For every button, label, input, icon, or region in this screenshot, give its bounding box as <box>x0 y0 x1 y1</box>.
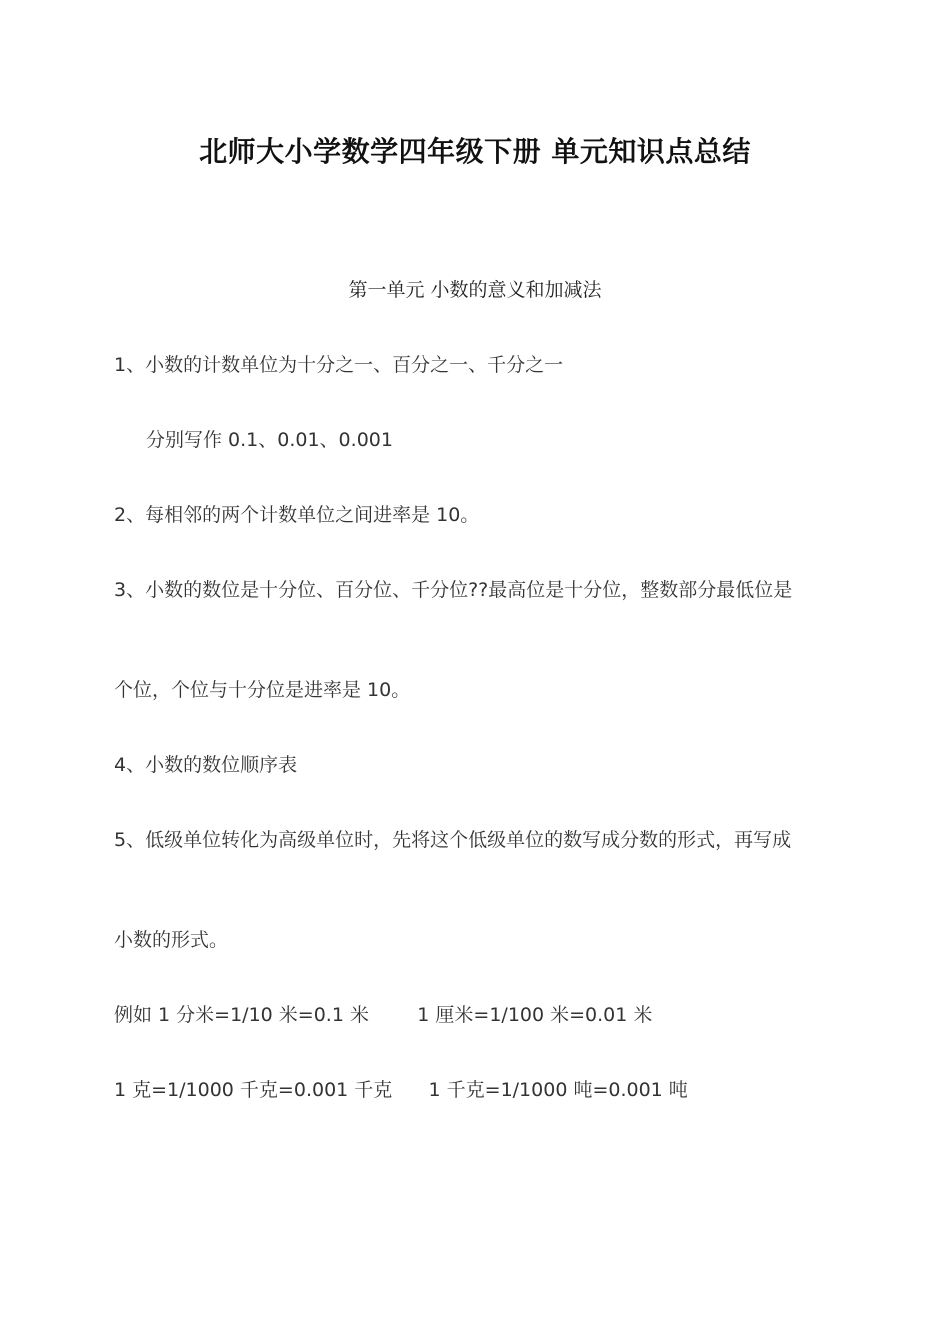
point-2-line: 2、每相邻的两个计数单位之间进率是 10。 <box>114 504 480 526</box>
point-4-line: 4、小数的数位顺序表 <box>114 754 298 776</box>
example-line-1: 例如 1 分米=1/10 米=0.1 米 1 厘米=1/100 米=0.01 米 <box>114 1004 653 1026</box>
document-title: 北师大小学数学四年级下册 单元知识点总结 <box>199 135 751 168</box>
unit-heading: 第一单元 小数的意义和加减法 <box>348 279 602 301</box>
point-1-line: 1、小数的计数单位为十分之一、百分之一、千分之一 <box>114 354 564 376</box>
example-line-2: 1 克=1/1000 千克=0.001 千克 1 千克=1/1000 吨=0.001 吨 <box>114 1079 688 1101</box>
point-5-continuation-line: 小数的形式。 <box>114 929 229 951</box>
point-3-continuation-line: 个位，个位与十分位是进率是 10。 <box>114 679 411 701</box>
point-1-detail-line: 分别写作 0.1、0.01、0.001 <box>146 429 393 451</box>
point-3-line: 3、小数的数位是十分位、百分位、千分位??最高位是十分位，整数部分最低位是 <box>114 579 793 601</box>
point-5-line: 5、低级单位转化为高级单位时，先将这个低级单位的数写成分数的形式，再写成 <box>114 829 792 851</box>
